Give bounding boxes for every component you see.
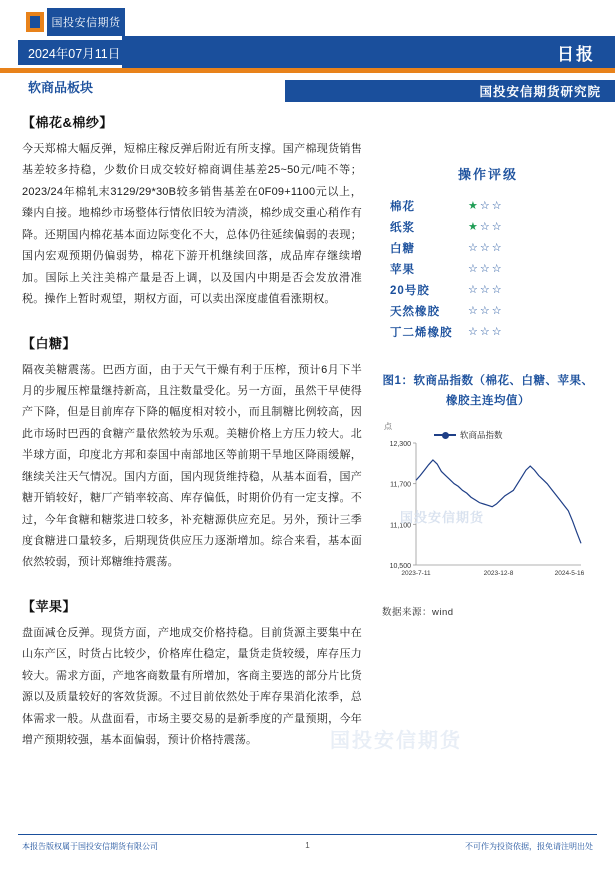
rating-stars — [468, 220, 504, 233]
rating-item-label: 苹果 — [390, 263, 415, 276]
chart-canvas — [382, 437, 587, 587]
section-apple — [22, 596, 362, 752]
rating-stars — [468, 199, 504, 212]
rating-row — [382, 216, 594, 237]
star-empty-icon: ☆ — [479, 242, 492, 254]
star-empty-icon: ☆ — [479, 326, 492, 338]
svg-text:2023-7-11: 2023-7-11 — [401, 570, 431, 578]
document-footer — [0, 834, 615, 870]
rating-row — [382, 237, 594, 258]
rating-row — [382, 279, 594, 300]
rating-table-title: 操作评级 — [457, 167, 518, 182]
figure-source: 数据来源：wind — [382, 607, 454, 619]
star-empty-icon: ☆ — [491, 221, 504, 233]
report-date: 2024年07月11日 — [18, 40, 348, 65]
section-text: 今天郑棉大幅反弹，短棉庄稼反弹后附近有所支撑。国产棉现货销售基差较多持稳，少数价日成交较好棉商调佳基差25~50元/吨不等；2023/24年棉轧末3129/29*30B较多销售基差在0F09+1100元以上，臻内自接。地棉纱市场整体行情依旧较为清淡，棉纱成交重心稍作有降。还期国内棉花基本面边际变化不大，总体仍往延续偏弱的表现；国内宏观预期仍偏弱势，棉花下游开机继续回落，成品库存继续增加。国际上关注美棉产量是否上调，以及国内中期是否会发放滑准税。操作上暂时观望，期权方面，可以卖出深度虚值看涨期权。 — [22, 143, 362, 306]
section-text: 盘面减仓反弹。现货方面，产地成交价格持稳。目前货源主要集中在山东产区，时货占比较少，价格库仕稳定，量货走货较缓，库存压力较大。需求方面，产地客商数量有所增加，客商主要选的部分片比货源以及质量较好的客效货源。不过目前依然处于库存果消化浓季，总体需求一般。从盘面看，市场主要交易的是新季度的产量预期，今年增产预期较强，基本面偏弱，预计价格持震荡。 — [22, 626, 362, 747]
footer-disclaimer: 不可作为投资依据，报免请注明出处 — [465, 842, 593, 851]
star-empty-icon: ☆ — [491, 263, 504, 275]
footer-divider — [18, 834, 597, 835]
institute-label: 国投安信期货研究院 — [285, 80, 615, 102]
star-filled-icon: ★ — [468, 221, 480, 233]
svg-text:11,100: 11,100 — [390, 522, 411, 530]
svg-text:2024-5-16: 2024-5-16 — [554, 570, 585, 578]
star-empty-icon: ☆ — [491, 242, 504, 254]
rating-item-label: 20号胶 — [390, 284, 430, 297]
logo-mark-icon — [26, 12, 44, 32]
svg-text:10,500: 10,500 — [389, 563, 411, 571]
rating-stars — [468, 325, 504, 338]
rating-item-label: 纸浆 — [390, 221, 415, 234]
legend-line-icon — [434, 434, 456, 436]
sidebar-column — [382, 164, 594, 618]
section-title: 【白糖】 — [22, 335, 77, 351]
svg-text:12,300: 12,300 — [389, 441, 411, 449]
section-text: 隔夜美糖震荡。巴西方面，由于天气干燥有利于压榨，预计6月下半月的步履压榨量继持新高，且注数量受化。另一方面，虽然干早使得产下降，但是目前库存下降的幅度相对较小，而且制糖比例较高，因此市场时巴西的食糖产量依然较为乐观。美糖价格上方压力较大。北半球方面，印度北方邦和泰国中南部地区等前期干旱地区降雨缓解，继续关注天气情况。国内方面，国内现货维持稳，从基本面看，国产糖开销较好，糖厂产销率较高、库存偏低，时期价仍有一定支撑。不过，今年食糖和糖浆进口较多，补充糖源供应充足。另外，预计三季度食糖进口量较多，后期现货供应压力逐渐增加。综合来看，基本面依然较弱，预计郑糖维持震荡。 — [22, 363, 362, 569]
rating-stars — [468, 262, 504, 275]
sector-title: 软商品板块 — [28, 79, 94, 95]
page-watermark: 国投安信期货 — [330, 730, 462, 752]
rating-row — [382, 321, 594, 342]
rating-item-label: 棉花 — [390, 200, 415, 213]
star-empty-icon: ☆ — [468, 284, 480, 296]
star-filled-icon: ★ — [468, 200, 480, 212]
star-empty-icon: ☆ — [479, 200, 492, 212]
section-title: 【苹果】 — [22, 598, 77, 614]
section-title: 【棉花&棉纱】 — [22, 115, 113, 130]
section-cotton — [22, 112, 362, 311]
company-logo — [26, 8, 125, 36]
doc-type-label: 日报 — [557, 45, 595, 64]
legend-label: 软商品指数 — [460, 430, 503, 441]
star-empty-icon: ☆ — [468, 326, 480, 338]
section-sugar — [22, 333, 362, 574]
rating-item-label: 白糖 — [390, 242, 415, 255]
svg-text:2023-12-8: 2023-12-8 — [483, 570, 514, 578]
rating-item-label: 天然橡胶 — [390, 305, 440, 318]
star-empty-icon: ☆ — [491, 305, 504, 317]
figure-caption: 图1：软商品指数（棉花、白糖、苹果、橡胶主连均值） — [382, 375, 594, 407]
star-empty-icon: ☆ — [491, 284, 504, 296]
star-empty-icon: ☆ — [468, 305, 480, 317]
star-empty-icon: ☆ — [479, 263, 492, 275]
star-empty-icon: ☆ — [479, 221, 492, 233]
rating-row — [382, 258, 594, 279]
star-empty-icon: ☆ — [468, 242, 480, 254]
star-empty-icon: ☆ — [468, 263, 480, 275]
star-empty-icon: ☆ — [479, 284, 492, 296]
rating-stars — [468, 304, 504, 317]
page-number: 1 — [305, 841, 310, 850]
rating-table — [382, 195, 594, 342]
star-empty-icon: ☆ — [491, 326, 504, 338]
rating-row — [382, 195, 594, 216]
chart-watermark: 国投安信期货 — [400, 510, 485, 526]
rating-stars — [468, 283, 504, 296]
document-header — [0, 0, 615, 104]
star-empty-icon: ☆ — [491, 200, 504, 212]
svg-text:11,700: 11,700 — [390, 481, 411, 489]
rating-stars — [468, 241, 504, 254]
rating-item-label: 丁二烯橡胶 — [390, 326, 453, 339]
article-column — [22, 112, 362, 774]
chart-y-unit: 点 — [384, 422, 392, 432]
soft-commodity-index-chart — [382, 421, 587, 596]
document-body — [0, 112, 615, 832]
logo-text: 国投安信期货 — [47, 8, 125, 36]
rating-row — [382, 300, 594, 321]
star-empty-icon: ☆ — [479, 305, 492, 317]
footer-copyright: 本报告版权属于国投安信期货有限公司 — [22, 842, 158, 851]
